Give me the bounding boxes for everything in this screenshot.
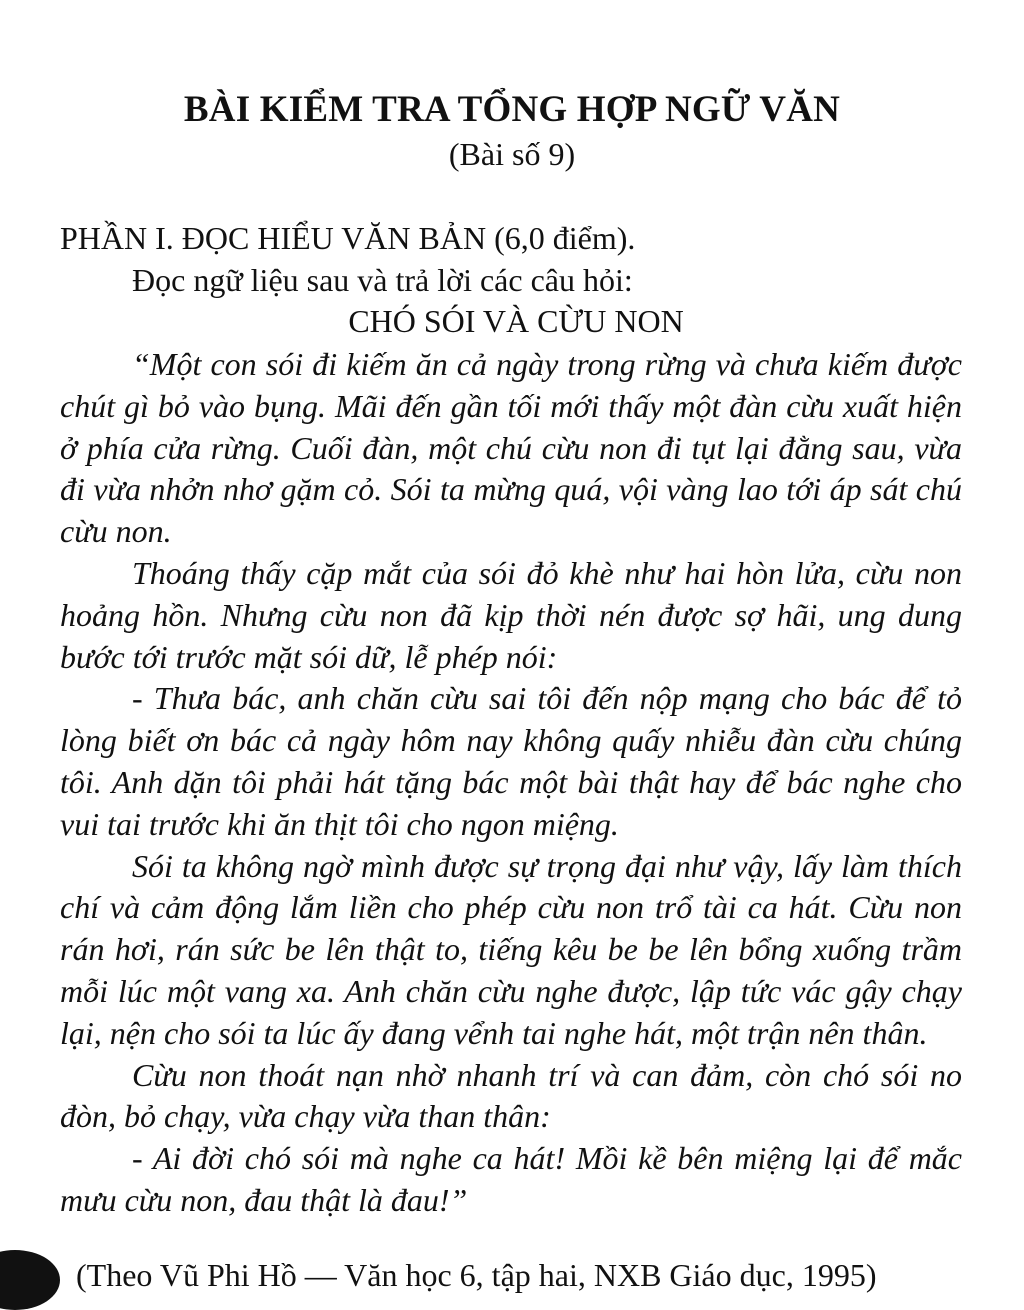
page-subtitle: (Bài số 9)	[448, 136, 576, 172]
source-citation: (Theo Vũ Phi Hồ — Văn học 6, tập hai, NXB Giáo dục, 1995)	[76, 1257, 877, 1293]
story-paragraph-5: Cừu non thoát nạn nhờ nhanh trí và can đảm, còn chó sói no đòn, bỏ chạy, vừa chạy vừa than thân:	[60, 1056, 962, 1135]
story-paragraph-3: - Thưa bác, anh chăn cừu sai tôi đến nộp mạng cho bác để tỏ lòng biết ơn bác cả ngày hôm nay không quấy nhiễu đàn cừu chúng tôi. Anh dặn tôi phải hát tặng bác một bài thật hay để bác nghe cho vui tai trước khi ăn thịt tôi cho ngon miệng.	[60, 680, 962, 842]
story-paragraph-1: “Một con sói đi kiếm ăn cả ngày trong rừng và chưa kiếm được chút gì bỏ vào bụng. Mãi đến gần tối mới thấy một đàn cừu xuất hiện ở phía cửa rừng. Cuối đàn, một chú cừu non đi tụt lại đằng sau, vừa đi vừa nhởn nhơ gặm cỏ. Sói ta mừng quá, vội vàng lao tới áp sát chú cừu non.	[60, 346, 962, 550]
section-heading: PHẦN I. ĐỌC HIỂU VĂN BẢN (6,0 điểm).	[60, 220, 636, 256]
story-paragraph-4: Sói ta không ngờ mình được sự trọng đại như vậy, lấy làm thích chí và cảm động lắm liền cho phép cừu non trổ tài ca hát. Cừu non rán hơi, rán sức be lên thật to, tiếng kêu be be lên bổng xuống trầm mỗi lúc một vang xa. Anh chăn cừu nghe được, lập tức vác gậy chạy lại, nện cho sói ta lúc ấy đang vểnh tai nghe hát, một trận nên thân.	[60, 847, 962, 1051]
story-body	[60, 344, 962, 1222]
story-paragraph-6: - Ai đời chó sói mà nghe ca hát! Mồi kề bên miệng lại để mắc mưu cừu non, đau thật là đau!”	[60, 1140, 962, 1218]
finger-shadow	[0, 1250, 60, 1310]
page-title: BÀI KIỂM TRA TỔNG HỢP NGỮ VĂN	[183, 89, 841, 130]
story-paragraph-2: Thoáng thấy cặp mắt của sói đỏ khè như hai hòn lửa, cừu non hoảng hồn. Nhưng cừu non đã kịp thời nén được sợ hãi, ung dung bước tới trước mặt sói dữ, lễ phép nói:	[60, 554, 962, 675]
story-title: CHÓ SÓI VÀ CỪU NON	[348, 303, 684, 339]
instruction-text: Đọc ngữ liệu sau và trả lời các câu hỏi:	[132, 262, 633, 298]
